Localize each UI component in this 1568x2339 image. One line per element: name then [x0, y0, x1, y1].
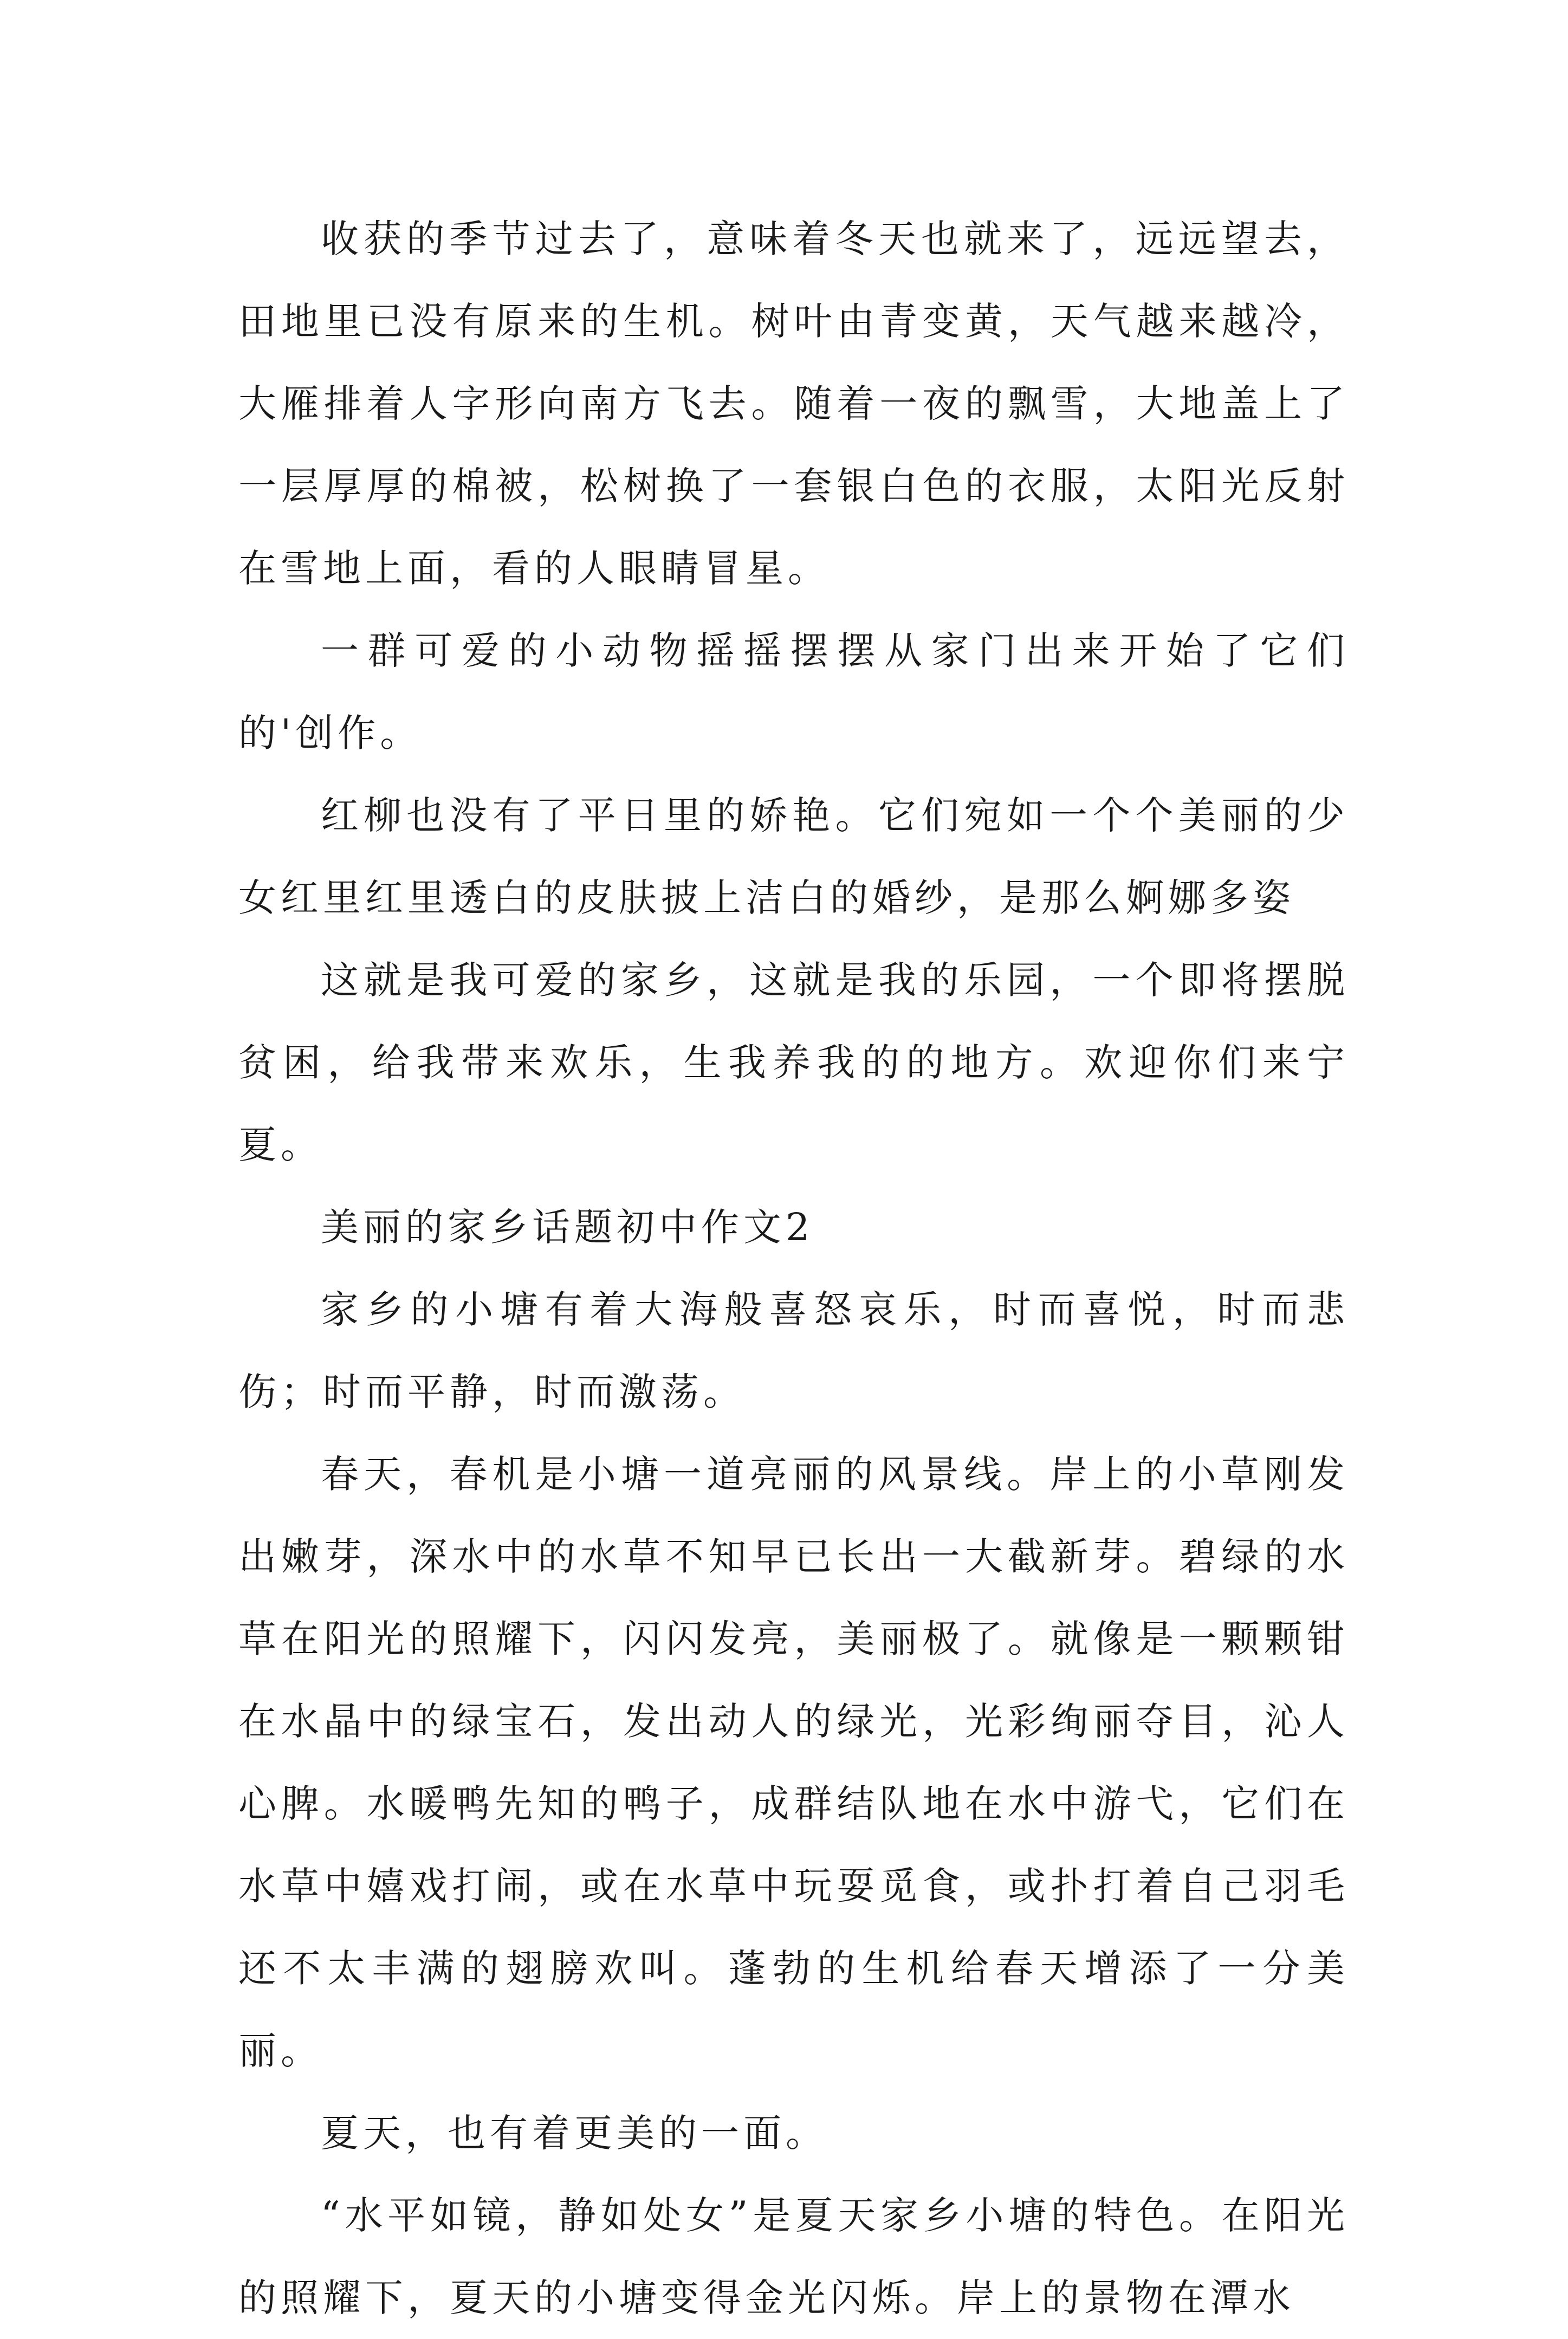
- paragraph-pond-moods: 家乡的小塘有着大海般喜怒哀乐，时而喜悦，时而悲伤；时而平静，时而激荡。: [238, 1287, 1349, 1414]
- paragraph-little-animals: 一群可爱的小动物摇摇摆摆从家门出来开始了它们的'创作。: [238, 629, 1349, 755]
- paragraph-hometown-ningxia: 这就是我可爱的家乡，这就是我的乐园，一个即将摆脱贫困，给我带来欢乐，生我养我的的地方。欢迎你们来宁夏。: [238, 958, 1349, 1167]
- paragraph-red-willow: 红柳也没有了平日里的娇艳。它们宛如一个个美丽的少女红里红里透白的皮肤披上洁白的婚纱，是那么婀娜多姿: [238, 793, 1349, 920]
- paragraph-summer-mirror: “水平如镜，静如处女”是夏天家乡小塘的特色。在阳光的照耀下，夏天的小塘变得金光闪烁。岸上的景物在潭水: [238, 2193, 1349, 2320]
- paragraph-winter-arrival: 收获的季节过去了，意味着冬天也就来了，远远望去，田地里已没有原来的生机。树叶由青变黄，天气越来越冷，大雁排着人字形向南方飞去。随着一夜的飘雪，大地盖上了一层厚厚的棉被，松树换了一套银白色的衣服，太阳光反射在雪地上面，看的人眼睛冒星。: [238, 217, 1349, 591]
- paragraph-spring: 春天，春机是小塘一道亮丽的风景线。岸上的小草刚发出嫩芽，深水中的水草不知早已长出一大截新芽。碧绿的水草在阳光的照耀下，闪闪发亮，美丽极了。就像是一颗颗钳在水晶中的绿宝石，发出动人的绿光，光彩绚丽夺目，沁人心脾。水暖鸭先知的鸭子，成群结队地在水中游弋，它们在水草中嬉戏打闹，或在水草中玩耍觅食，或扑打着自己羽毛还不太丰满的翅膀欢叫。蓬勃的生机给春天增添了一分美丽。: [238, 1452, 1349, 2073]
- paragraph-summer-intro: 夏天，也有着更美的一面。: [321, 2111, 828, 2155]
- essay-title-2: 美丽的家乡话题初中作文2: [321, 1205, 814, 1249]
- document-body: [238, 198, 1349, 2339]
